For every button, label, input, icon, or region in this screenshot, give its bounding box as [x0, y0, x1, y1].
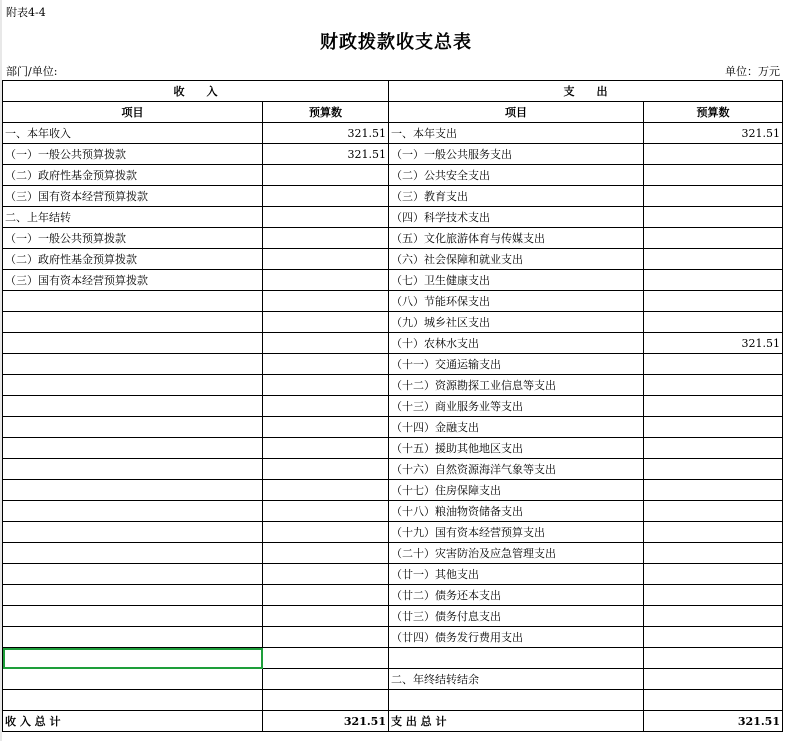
income-amount-cell[interactable]: [263, 501, 389, 522]
income-amount-cell[interactable]: [263, 627, 389, 648]
income-item-cell[interactable]: [3, 459, 263, 480]
expense-item-cell[interactable]: （十七）住房保障支出: [389, 480, 644, 501]
income-amount-cell[interactable]: [263, 564, 389, 585]
expense-amount-cell[interactable]: [644, 312, 783, 333]
income-item-cell[interactable]: （一）一般公共预算拨款: [3, 228, 263, 249]
expense-amount-cell[interactable]: [644, 480, 783, 501]
expense-amount-cell[interactable]: [644, 543, 783, 564]
income-item-cell[interactable]: 二、上年结转: [3, 207, 263, 228]
table-row: [3, 564, 783, 585]
fiscal-summary-table: [2, 80, 783, 732]
expense-item-cell[interactable]: （二十）灾害防治及应急管理支出: [389, 543, 644, 564]
expense-item-cell[interactable]: （三）教育支出: [389, 186, 644, 207]
section-header-row: [3, 81, 783, 102]
income-item-cell[interactable]: [3, 396, 263, 417]
expense-amount-cell[interactable]: [644, 291, 783, 312]
income-item-cell[interactable]: [3, 291, 263, 312]
income-amount-cell[interactable]: [263, 690, 389, 711]
table-row: [3, 690, 783, 711]
income-amount-cell[interactable]: [263, 648, 389, 669]
expense-amount-cell[interactable]: [644, 690, 783, 711]
expense-item-cell[interactable]: （十二）资源勘探工业信息等支出: [389, 375, 644, 396]
expense-item-cell[interactable]: （九）城乡社区支出: [389, 312, 644, 333]
table-row: [3, 333, 783, 354]
expense-amount-cell[interactable]: [644, 186, 783, 207]
income-item-header[interactable]: 项目: [3, 102, 263, 123]
expense-item-cell[interactable]: （十五）援助其他地区支出: [389, 438, 644, 459]
expense-amount-cell[interactable]: [644, 228, 783, 249]
income-amount-cell[interactable]: [263, 186, 389, 207]
expense-item-cell[interactable]: （廿二）债务还本支出: [389, 585, 644, 606]
expense-item-cell[interactable]: （四）科学技术支出: [389, 207, 644, 228]
table-row: [3, 627, 783, 648]
table-row: [3, 165, 783, 186]
income-amount-cell[interactable]: [263, 543, 389, 564]
expense-item-cell[interactable]: （十三）商业服务业等支出: [389, 396, 644, 417]
income-item-cell[interactable]: [3, 438, 263, 459]
income-item-cell[interactable]: [3, 564, 263, 585]
income-item-cell[interactable]: [3, 627, 263, 648]
income-amount-cell[interactable]: [263, 375, 389, 396]
expense-item-header[interactable]: 项目: [389, 102, 644, 123]
income-amount-cell[interactable]: [263, 522, 389, 543]
expense-item-cell[interactable]: （六）社会保障和就业支出: [389, 249, 644, 270]
expense-amount-cell[interactable]: [644, 354, 783, 375]
table-row: [3, 438, 783, 459]
income-item-cell[interactable]: [3, 543, 263, 564]
income-item-cell[interactable]: [3, 375, 263, 396]
income-item-cell[interactable]: [3, 606, 263, 627]
expense-item-cell[interactable]: [389, 690, 644, 711]
income-item-cell[interactable]: [3, 333, 263, 354]
expense-amount-cell[interactable]: 321.51: [644, 333, 783, 354]
income-item-cell[interactable]: [3, 669, 263, 690]
income-item-cell[interactable]: [3, 480, 263, 501]
expense-amount-cell[interactable]: [644, 459, 783, 480]
income-item-cell[interactable]: [3, 417, 263, 438]
column-header-row: [3, 102, 783, 123]
table-row: [3, 396, 783, 417]
table-row: [3, 606, 783, 627]
expense-amount-cell[interactable]: [644, 249, 783, 270]
income-amount-cell[interactable]: [263, 606, 389, 627]
table-row: [3, 480, 783, 501]
expense-item-cell[interactable]: （一）一般公共服务支出: [389, 144, 644, 165]
income-item-cell[interactable]: [3, 354, 263, 375]
income-budget-header[interactable]: 预算数: [263, 102, 389, 123]
income-item-cell[interactable]: [3, 690, 263, 711]
expense-amount-cell[interactable]: [644, 585, 783, 606]
expense-item-cell[interactable]: （廿一）其他支出: [389, 564, 644, 585]
income-item-cell[interactable]: （三）国有资本经营预算拨款: [3, 186, 263, 207]
income-amount-cell[interactable]: [263, 669, 389, 690]
expense-item-cell[interactable]: （十九）国有资本经营预算支出: [389, 522, 644, 543]
expense-amount-cell[interactable]: [644, 564, 783, 585]
expense-item-cell[interactable]: （十一）交通运输支出: [389, 354, 644, 375]
table-row: [3, 186, 783, 207]
income-amount-cell[interactable]: 321.51: [263, 123, 389, 144]
unit-label: 单位：万元: [725, 65, 780, 78]
expense-amount-cell[interactable]: [644, 417, 783, 438]
table-row: [3, 354, 783, 375]
page-title: 财政拨款收支总表: [320, 32, 472, 53]
table-row: [3, 417, 783, 438]
expense-amount-cell[interactable]: [644, 648, 783, 669]
table-row: [3, 585, 783, 606]
expense-total-amount[interactable]: 321.51: [644, 711, 783, 732]
table-row: [3, 270, 783, 291]
income-amount-cell[interactable]: [263, 417, 389, 438]
table-row: [3, 228, 783, 249]
income-item-cell[interactable]: （二）政府性基金预算拨款: [3, 165, 263, 186]
income-item-cell[interactable]: （一）一般公共预算拨款: [3, 144, 263, 165]
table-row: [3, 669, 783, 690]
income-section-header[interactable]: 收 入: [3, 81, 389, 102]
expense-item-cell[interactable]: （八）节能环保支出: [389, 291, 644, 312]
table-row: [3, 501, 783, 522]
income-amount-cell[interactable]: 321.51: [263, 144, 389, 165]
department-label: 部门/单位:: [6, 65, 58, 78]
expense-amount-cell[interactable]: [644, 606, 783, 627]
table-row: [3, 249, 783, 270]
expense-item-cell[interactable]: （十八）粮油物资储备支出: [389, 501, 644, 522]
income-item-cell[interactable]: （二）政府性基金预算拨款: [3, 249, 263, 270]
income-amount-cell[interactable]: [263, 249, 389, 270]
income-amount-cell[interactable]: [263, 480, 389, 501]
income-item-cell[interactable]: （三）国有资本经营预算拨款: [3, 270, 263, 291]
table-row: [3, 375, 783, 396]
annex-label: 附表4-4: [6, 6, 46, 19]
income-amount-cell[interactable]: [263, 165, 389, 186]
expense-amount-cell[interactable]: [644, 669, 783, 690]
income-amount-cell[interactable]: [263, 585, 389, 606]
totals-row: [3, 711, 783, 732]
expense-amount-cell[interactable]: [644, 522, 783, 543]
income-item-cell[interactable]: [3, 501, 263, 522]
table-row: [3, 207, 783, 228]
expense-item-cell[interactable]: [389, 648, 644, 669]
expense-amount-cell[interactable]: [644, 207, 783, 228]
income-item-cell[interactable]: 一、本年收入: [3, 123, 263, 144]
expense-total-label[interactable]: 支 出 总 计: [389, 711, 644, 732]
expense-item-cell[interactable]: 一、本年支出: [389, 123, 644, 144]
expense-section-header[interactable]: 支 出: [389, 81, 783, 102]
income-total-amount[interactable]: 321.51: [263, 711, 389, 732]
expense-amount-cell[interactable]: [644, 270, 783, 291]
expense-amount-cell[interactable]: [644, 375, 783, 396]
table-row: [3, 543, 783, 564]
income-item-cell[interactable]: [3, 312, 263, 333]
expense-item-cell[interactable]: （廿四）债务发行费用支出: [389, 627, 644, 648]
expense-amount-cell[interactable]: 321.51: [644, 123, 783, 144]
table-row: [3, 291, 783, 312]
expense-item-cell[interactable]: （十六）自然资源海洋气象等支出: [389, 459, 644, 480]
expense-item-cell[interactable]: （七）卫生健康支出: [389, 270, 644, 291]
income-amount-cell[interactable]: [263, 312, 389, 333]
table-row: [3, 312, 783, 333]
expense-item-cell[interactable]: （十）农林水支出: [389, 333, 644, 354]
table-row: [3, 648, 783, 669]
expense-amount-cell[interactable]: [644, 501, 783, 522]
table-row: [3, 144, 783, 165]
income-amount-cell[interactable]: [263, 291, 389, 312]
income-amount-cell[interactable]: [263, 354, 389, 375]
income-amount-cell[interactable]: [263, 438, 389, 459]
expense-amount-cell[interactable]: [644, 438, 783, 459]
expense-amount-cell[interactable]: [644, 396, 783, 417]
income-amount-cell[interactable]: [263, 228, 389, 249]
income-amount-cell[interactable]: [263, 459, 389, 480]
table-row: [3, 123, 783, 144]
expense-item-cell[interactable]: （廿三）债务付息支出: [389, 606, 644, 627]
table-row: [3, 459, 783, 480]
expense-amount-cell[interactable]: [644, 165, 783, 186]
expense-item-cell[interactable]: （十四）金融支出: [389, 417, 644, 438]
income-item-cell[interactable]: [3, 648, 263, 669]
expense-amount-cell[interactable]: [644, 627, 783, 648]
income-amount-cell[interactable]: [263, 270, 389, 291]
income-amount-cell[interactable]: [263, 396, 389, 417]
income-total-label[interactable]: 收 入 总 计: [3, 711, 263, 732]
table-row: [3, 522, 783, 543]
expense-item-cell[interactable]: （五）文化旅游体育与传媒支出: [389, 228, 644, 249]
income-item-cell[interactable]: [3, 585, 263, 606]
income-amount-cell[interactable]: [263, 333, 389, 354]
income-item-cell[interactable]: [3, 522, 263, 543]
income-amount-cell[interactable]: [263, 207, 389, 228]
expense-item-cell[interactable]: 二、年终结转结余: [389, 669, 644, 690]
expense-item-cell[interactable]: （二）公共安全支出: [389, 165, 644, 186]
expense-amount-cell[interactable]: [644, 144, 783, 165]
expense-budget-header[interactable]: 预算数: [644, 102, 783, 123]
